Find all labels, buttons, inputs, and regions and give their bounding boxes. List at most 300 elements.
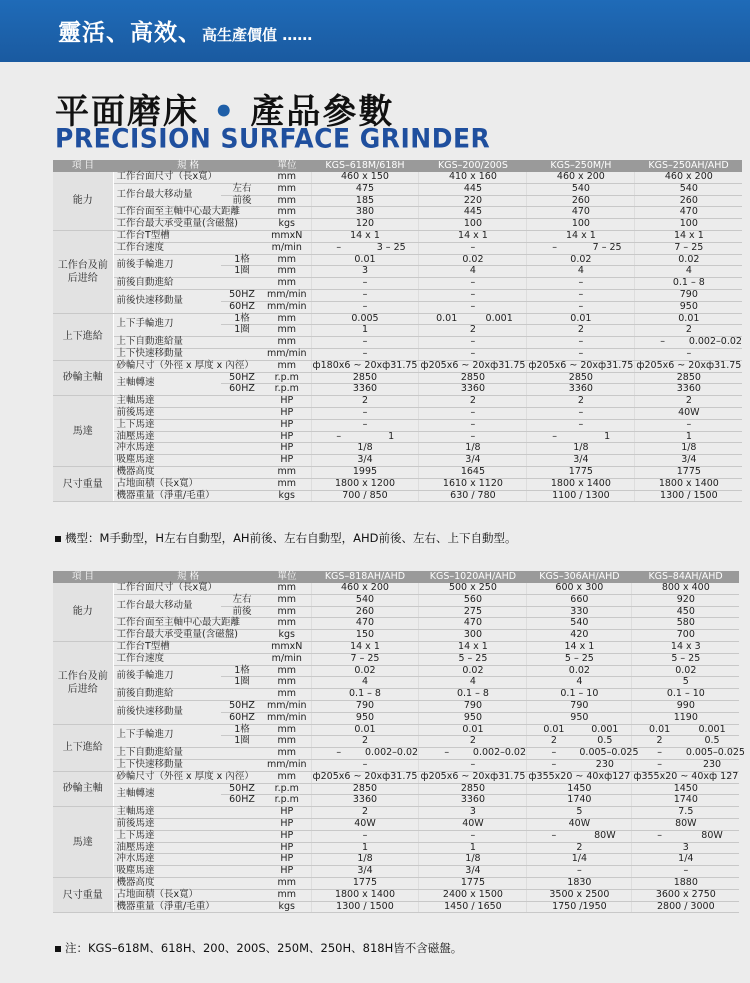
- value-cell: 14 x 3: [632, 641, 739, 653]
- value-cell: 4: [635, 266, 742, 278]
- value-cell: –: [311, 407, 419, 419]
- value-cell-right: 0.002–0.02: [472, 747, 527, 759]
- spec-label: 工作台面尺寸（長x寬）: [113, 172, 263, 183]
- col-header-unit: 單位: [263, 160, 311, 172]
- value-cell: [527, 747, 639, 760]
- value-cell: 1: [635, 431, 742, 443]
- value-cell: 3360: [419, 795, 527, 807]
- spec-row: [53, 830, 739, 842]
- value-cell: 4: [527, 266, 635, 278]
- value-cell: 445: [419, 183, 527, 195]
- value-cell: 1800 x 1400: [311, 889, 419, 901]
- unit-cell: HP: [263, 455, 311, 467]
- value-cell: 1: [419, 842, 527, 854]
- spec-sublabel: 1格: [221, 313, 263, 325]
- spec-label: 工作台速度: [113, 653, 263, 665]
- unit-cell: mm: [263, 195, 311, 207]
- value-cell: [419, 748, 527, 760]
- value-cell-left: –: [551, 758, 557, 770]
- unit-cell: HP: [263, 807, 311, 819]
- value-cell: 4: [419, 266, 527, 278]
- value-cell: 420: [527, 630, 632, 642]
- col-header-spec: 規 格: [113, 571, 263, 583]
- value-cell: –: [311, 830, 419, 842]
- spec-label: 上下自動進給量: [113, 337, 263, 349]
- value-cell: 4: [527, 677, 632, 689]
- unit-cell: HP: [263, 431, 311, 443]
- spec-row: [53, 641, 739, 653]
- col-header-item: 項 目: [53, 160, 113, 172]
- spec-sublabel: 50HZ: [221, 372, 263, 384]
- spec-sublabel: 1圈: [221, 266, 263, 278]
- spec-row: [53, 419, 742, 431]
- value-cell: –: [311, 348, 419, 360]
- value-cell: 1830: [527, 877, 632, 889]
- value-cell: [632, 724, 739, 736]
- spec-label: 油壓馬達: [113, 431, 263, 443]
- value-cell: 2800 / 3000: [632, 901, 739, 913]
- value-cell: 7 – 25: [635, 242, 742, 254]
- header-banner: [0, 0, 750, 62]
- spec-row: [53, 431, 742, 443]
- unit-cell: mm: [263, 724, 311, 736]
- value-cell: 0.1 – 8: [635, 278, 742, 290]
- spec-row: [53, 877, 739, 889]
- unit-cell: mm: [263, 606, 311, 618]
- value-cell: 1880: [632, 877, 739, 889]
- col-header-model: KGS–306AH/AHD: [527, 571, 632, 583]
- value-cell: [632, 736, 739, 748]
- col-header-model: KGS–250AH/AHD: [635, 160, 742, 172]
- value-cell-right: 0.002–0.02: [364, 747, 419, 759]
- value-cell: 1300 / 1500: [311, 901, 419, 913]
- unit-cell: HP: [263, 818, 311, 830]
- col-header-model: KGS–250M/H: [527, 160, 635, 172]
- value-cell: 40W: [635, 407, 742, 419]
- value-cell: [632, 747, 745, 760]
- value-cell: 540: [635, 183, 742, 195]
- spec-row: [53, 842, 739, 854]
- spec-table-2: [53, 571, 745, 913]
- value-cell: 0.01: [419, 724, 527, 736]
- value-cell-right: 0.001: [591, 723, 619, 735]
- unit-cell: mmxN: [263, 641, 311, 653]
- category-label: 能力: [53, 583, 113, 641]
- value-cell: 40W: [419, 818, 527, 830]
- value-cell: 0.01: [311, 254, 419, 266]
- value-cell: 2: [527, 396, 635, 408]
- spec-row: [53, 230, 742, 242]
- unit-cell: mm: [263, 207, 311, 219]
- unit-cell: mm: [263, 618, 311, 630]
- value-cell: 660: [527, 594, 632, 606]
- value-cell: 700 / 850: [311, 490, 419, 502]
- value-cell: –: [419, 431, 527, 443]
- value-cell: –: [527, 407, 635, 419]
- unit-cell: mm: [263, 172, 311, 183]
- value-cell: 330: [527, 606, 632, 618]
- spec-row: [53, 594, 739, 606]
- spec-label: 上下手輪進刀: [113, 724, 221, 748]
- value-cell: 630 / 780: [419, 490, 527, 502]
- value-cell: 3360: [527, 384, 635, 396]
- value-cell: 2: [635, 325, 742, 337]
- spec-row: [53, 172, 742, 183]
- spec-label: 機器重量（淨重/毛重）: [113, 490, 263, 502]
- value-cell: –: [632, 866, 739, 878]
- spec-label: 工作台最大承受重量(含磁盤): [113, 219, 263, 231]
- value-cell: 14 x 1: [311, 641, 419, 653]
- spec-label: 吸塵馬達: [113, 455, 263, 467]
- spec-sublabel: 左右: [221, 594, 263, 606]
- value-cell-right: 0.002–0.02: [688, 336, 742, 348]
- value-cell-right: 0.005–0.025: [579, 747, 639, 759]
- spec-sublabel: 60HZ: [221, 384, 263, 396]
- category-label: 工作台及前后进给: [53, 641, 113, 724]
- value-cell: 1/8: [311, 443, 419, 455]
- spec-label: 前後自動進給: [113, 278, 263, 290]
- value-cell: 1/8: [419, 854, 527, 866]
- col-header-model: KGS–84AH/AHD: [632, 571, 739, 583]
- spec-row: [53, 183, 742, 195]
- value-cell: –: [527, 301, 635, 313]
- unit-cell: mm: [263, 360, 311, 372]
- unit-cell: mmxN: [263, 230, 311, 242]
- unit-cell: HP: [263, 866, 311, 878]
- value-cell: ф355x20 ~ 40xф127: [528, 770, 631, 782]
- value-cell: 2: [311, 396, 419, 408]
- value-cell: ф180x6 ~ 20xф31.75: [312, 359, 418, 371]
- spec-label: 工作台T型槽: [113, 641, 263, 653]
- value-cell: 990: [632, 700, 739, 712]
- value-cell: 1/4: [632, 854, 739, 866]
- slogan: [58, 14, 312, 47]
- value-cell: 1450 / 1650: [419, 901, 527, 913]
- value-cell-left: –: [444, 747, 450, 759]
- unit-cell: r.p.m: [263, 783, 311, 795]
- value-cell-right: 0.5: [704, 735, 720, 747]
- spec-row: [53, 759, 739, 771]
- value-cell: 540: [527, 183, 635, 195]
- value-cell: 790: [419, 700, 527, 712]
- value-cell: 1/4: [527, 854, 632, 866]
- value-cell: [419, 313, 527, 325]
- value-cell: 3/4: [311, 455, 419, 467]
- value-cell: 40W: [527, 818, 632, 830]
- spec-sublabel: 1格: [221, 724, 263, 736]
- value-cell: [527, 724, 632, 736]
- value-cell: 0.02: [632, 665, 739, 677]
- spec-row: [53, 901, 739, 913]
- value-cell: 300: [419, 630, 527, 642]
- value-cell: 475: [311, 183, 419, 195]
- value-cell: [527, 759, 632, 771]
- value-cell-right: 3 – 25: [376, 241, 406, 253]
- value-cell: 185: [311, 195, 419, 207]
- value-cell-left: 0.01: [436, 312, 458, 324]
- value-cell-right: 80W: [701, 829, 723, 841]
- value-cell: 100: [419, 219, 527, 231]
- value-cell: –: [635, 419, 742, 431]
- value-cell: 1775: [527, 466, 635, 478]
- spec-label: 機器高度: [113, 877, 263, 889]
- unit-cell: mm: [263, 583, 311, 594]
- unit-cell: mm: [263, 665, 311, 677]
- value-cell: [527, 431, 635, 443]
- spec-label: 占地面積（長x寬）: [113, 889, 263, 901]
- value-cell: ф205x6 ~ 20xф31.75: [420, 770, 526, 782]
- value-cell: 0.01: [311, 724, 419, 736]
- value-cell: 14 x 1: [419, 641, 527, 653]
- value-cell: ф355x20 ~ 40xф 127: [633, 770, 739, 782]
- value-cell: 1800 x 1400: [527, 478, 635, 490]
- value-cell: 3600 x 2750: [632, 889, 739, 901]
- value-cell: 0.005: [311, 313, 419, 325]
- spec-label: 冲水馬達: [113, 443, 263, 455]
- spec-label: 上下自動進給量: [113, 748, 263, 760]
- unit-cell: r.p.m: [263, 795, 311, 807]
- spec-sublabel: 前後: [221, 195, 263, 207]
- slogan-sub: 高生產價值 ……: [202, 26, 313, 44]
- value-cell: 460 x 200: [527, 172, 635, 183]
- value-cell: 470: [635, 207, 742, 219]
- value-cell: [311, 748, 419, 760]
- value-cell: 150: [311, 630, 419, 642]
- spec-label: 前後快速移動量: [113, 700, 221, 724]
- value-cell: 1: [311, 842, 419, 854]
- spec-sublabel: 60HZ: [221, 301, 263, 313]
- spec-label: 機器重量（淨重/毛重）: [113, 901, 263, 913]
- unit-cell: kgs: [263, 490, 311, 502]
- spec-label: 砂輪尺寸（外徑 x 厚度 x 內徑）: [113, 360, 263, 372]
- value-cell: 450: [632, 606, 739, 618]
- unit-cell: kgs: [263, 901, 311, 913]
- title-left: 平面磨床: [55, 92, 199, 132]
- value-cell: 1/8: [419, 443, 527, 455]
- spec-label: 占地面積（長x寬）: [113, 478, 263, 490]
- value-cell: 790: [311, 700, 419, 712]
- category-label: 能力: [53, 172, 113, 230]
- spec-row: [53, 443, 742, 455]
- value-cell-right: 0.001: [485, 312, 513, 324]
- value-cell: ф205x6 ~ 20xф31.75: [420, 359, 526, 371]
- spec-label: 前後馬達: [113, 818, 263, 830]
- value-cell-right: 1: [604, 430, 611, 442]
- value-cell: 2: [419, 325, 527, 337]
- spec-label: 主軸轉速: [113, 372, 221, 396]
- spec-label: 主軸馬達: [113, 807, 263, 819]
- spec-row: [53, 866, 739, 878]
- spec-row: [53, 313, 742, 325]
- value-cell: –: [419, 348, 527, 360]
- value-cell-right: 0.5: [597, 735, 613, 747]
- value-cell: 0.1 – 10: [632, 689, 739, 701]
- value-cell: 4: [419, 677, 527, 689]
- value-cell: 1190: [632, 712, 739, 724]
- spec-sublabel: 左右: [221, 183, 263, 195]
- value-cell-left: –: [336, 241, 342, 253]
- spec-row: [53, 665, 739, 677]
- value-cell: 1/8: [527, 443, 635, 455]
- value-cell: 0.1 – 8: [419, 689, 527, 701]
- value-cell: 3/4: [419, 866, 527, 878]
- value-cell: ф205x6 ~ 20xф31.75: [528, 359, 634, 371]
- spec-label: 工作台最大移动量: [113, 594, 221, 618]
- value-cell: [527, 830, 632, 842]
- value-cell-left: –: [657, 758, 662, 770]
- value-cell: 950: [419, 712, 527, 724]
- spec-sublabel: 1格: [221, 665, 263, 677]
- spec-label: 工作台最大承受重量(含磁盤): [113, 630, 263, 642]
- value-cell: [527, 736, 632, 748]
- value-cell: 80W: [632, 818, 739, 830]
- unit-cell: mm: [263, 466, 311, 478]
- spec-label: 工作台面尺寸（長x寬）: [113, 583, 263, 594]
- value-cell-right: 230: [702, 758, 722, 770]
- spec-label: 主軸轉速: [113, 783, 221, 807]
- value-cell: 560: [419, 594, 527, 606]
- col-header-unit: 單位: [263, 571, 311, 583]
- value-cell: 1995: [311, 466, 419, 478]
- spec-row: [53, 207, 742, 219]
- value-cell: 1740: [632, 795, 739, 807]
- spec-label: 前後快速移動量: [113, 289, 221, 313]
- value-cell: 0.1 – 10: [527, 689, 632, 701]
- value-cell: 920: [632, 594, 739, 606]
- value-cell: 14 x 1: [527, 230, 635, 242]
- value-cell: –: [527, 348, 635, 360]
- value-cell: 2: [527, 842, 632, 854]
- unit-cell: r.p.m: [263, 372, 311, 384]
- category-label: 工作台及前后进给: [53, 230, 113, 313]
- value-cell: 0.02: [311, 665, 419, 677]
- col-header-item: 項 目: [53, 571, 113, 583]
- value-cell: 580: [632, 618, 739, 630]
- spec-row: [53, 289, 742, 301]
- value-cell: 4: [311, 677, 419, 689]
- value-cell: –: [311, 289, 419, 301]
- value-cell: 3360: [419, 384, 527, 396]
- spec-label: 上下手輪進刀: [113, 313, 221, 337]
- value-cell: 5: [632, 677, 739, 689]
- unit-cell: m/min: [263, 653, 311, 665]
- bullet-square: [55, 536, 61, 542]
- value-cell: 3: [632, 842, 739, 854]
- value-cell: –: [419, 337, 527, 349]
- value-cell: 1450: [527, 783, 632, 795]
- value-cell: –: [527, 289, 635, 301]
- value-cell: 470: [311, 618, 419, 630]
- spec-row: [53, 748, 739, 760]
- unit-cell: HP: [263, 842, 311, 854]
- value-cell: –: [635, 348, 742, 360]
- unit-cell: mm/min: [263, 700, 311, 712]
- title-dot: •: [212, 92, 237, 132]
- spec-row: [53, 219, 742, 231]
- col-header-model: KGS–1020AH/AHD: [419, 571, 527, 583]
- slogan-main: 靈活、高效、: [58, 20, 202, 46]
- spec-label: 前後自動進給: [113, 689, 263, 701]
- value-cell: 275: [419, 606, 527, 618]
- unit-cell: mm: [263, 748, 311, 760]
- value-cell: 7.5: [632, 807, 739, 819]
- value-cell: –: [311, 759, 419, 771]
- value-cell: 3: [419, 807, 527, 819]
- spec-label: 上下馬達: [113, 419, 263, 431]
- value-cell: –: [419, 278, 527, 290]
- value-cell: 5 – 25: [632, 653, 739, 665]
- spec-label: 工作台面至主軸中心最大距離: [113, 207, 263, 219]
- spec-label: 前後馬達: [113, 407, 263, 419]
- spec-row: [53, 348, 742, 360]
- value-cell-left: –: [336, 430, 342, 442]
- value-cell-right: 230: [595, 758, 614, 770]
- value-cell: 0.01: [635, 313, 742, 325]
- value-cell: [632, 830, 739, 842]
- category-label: 尺寸重量: [53, 877, 113, 912]
- value-cell-left: 0.01: [649, 723, 671, 735]
- value-cell: 100: [527, 219, 635, 231]
- value-cell: 470: [527, 207, 635, 219]
- value-cell: 2: [311, 807, 419, 819]
- unit-cell: mm: [263, 337, 311, 349]
- value-cell: 2: [419, 396, 527, 408]
- spec-row: [53, 490, 742, 502]
- value-cell: –: [419, 289, 527, 301]
- spec-table-1: [53, 160, 742, 502]
- unit-cell: HP: [263, 443, 311, 455]
- value-cell: 2850: [311, 783, 419, 795]
- unit-cell: mm: [263, 736, 311, 748]
- value-cell: 700: [632, 630, 739, 642]
- spec-label: 主軸馬達: [113, 396, 263, 408]
- spec-row: [53, 689, 739, 701]
- unit-cell: r.p.m: [263, 384, 311, 396]
- spec-row: [53, 360, 742, 372]
- value-cell-left: –: [657, 829, 662, 841]
- value-cell: 5 – 25: [419, 653, 527, 665]
- spec-sublabel: 1圈: [221, 736, 263, 748]
- unit-cell: mm: [263, 325, 311, 337]
- spec-sublabel: 1圈: [221, 325, 263, 337]
- value-cell: 540: [527, 618, 632, 630]
- spec-sublabel: 50HZ: [221, 783, 263, 795]
- value-cell: 3360: [311, 384, 419, 396]
- value-cell: –: [419, 759, 527, 771]
- unit-cell: mm: [263, 266, 311, 278]
- unit-cell: kgs: [263, 219, 311, 231]
- unit-cell: mm/min: [263, 348, 311, 360]
- value-cell: 0.02: [527, 254, 635, 266]
- value-cell: [635, 337, 742, 349]
- value-cell: 3360: [635, 384, 742, 396]
- value-cell: 1645: [419, 466, 527, 478]
- value-cell: –: [419, 830, 527, 842]
- unit-cell: mm: [263, 278, 311, 290]
- value-cell: 600 x 300: [527, 583, 632, 594]
- unit-cell: mm: [263, 771, 311, 783]
- unit-cell: HP: [263, 419, 311, 431]
- value-cell-left: 2: [656, 735, 663, 747]
- value-cell: [632, 759, 739, 771]
- spec-label: 工作台速度: [113, 242, 263, 254]
- value-cell-left: 0.01: [543, 723, 565, 735]
- value-cell: –: [527, 866, 632, 878]
- value-cell: –: [311, 337, 419, 349]
- value-cell: 1: [311, 325, 419, 337]
- value-cell: –: [311, 419, 419, 431]
- unit-cell: mm: [263, 677, 311, 689]
